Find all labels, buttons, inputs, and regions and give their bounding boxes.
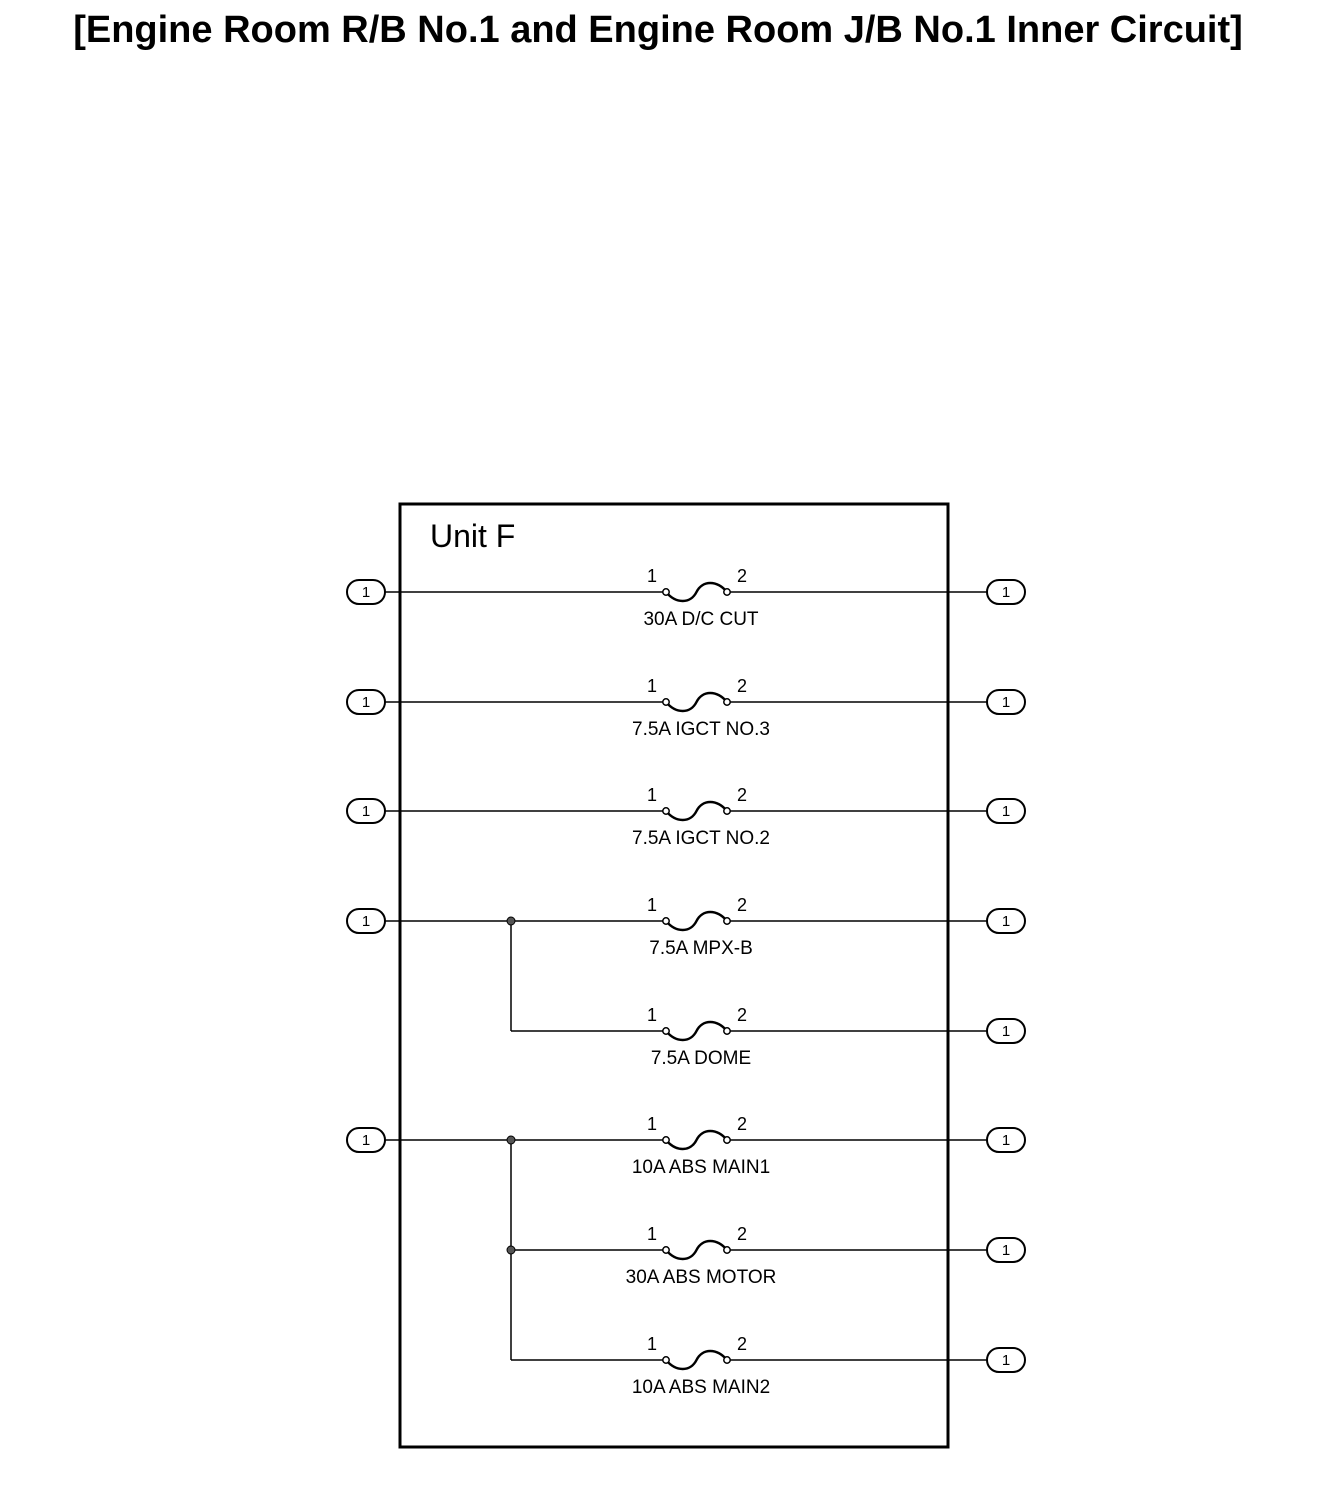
fuse-3-terminal-1 bbox=[663, 808, 669, 814]
fuse-4-pin-1: 1 bbox=[646, 895, 658, 915]
fuse-6-left-connector-pin: 1 bbox=[361, 1132, 371, 1149]
fuse-2-label: 7.5A IGCT NO.3 bbox=[632, 719, 770, 740]
fuse-4-terminal-1 bbox=[663, 918, 669, 924]
unit-box bbox=[400, 504, 948, 1447]
fuse-7-fuse-icon bbox=[666, 1241, 727, 1259]
fuse-6-terminal-2 bbox=[724, 1137, 730, 1143]
fuse-1-fuse-icon bbox=[666, 583, 727, 601]
fuse-1-pin-2: 2 bbox=[736, 566, 748, 586]
fuse-6-terminal-1 bbox=[663, 1137, 669, 1143]
fuse-8-terminal-1 bbox=[663, 1357, 669, 1363]
fuse-1-left-connector-pin: 1 bbox=[361, 584, 371, 601]
fuse-1-terminal-2 bbox=[724, 589, 730, 595]
fuse-3-terminal-2 bbox=[724, 808, 730, 814]
fuse-3-label: 7.5A IGCT NO.2 bbox=[632, 828, 770, 849]
fuse-8-right-connector-pin: 1 bbox=[1001, 1352, 1011, 1369]
fuse-3-fuse-icon bbox=[666, 802, 727, 820]
fuse-3-pin-2: 2 bbox=[736, 785, 748, 805]
fuse-7-label: 30A ABS MOTOR bbox=[625, 1267, 777, 1288]
bus-2-junction-2 bbox=[507, 1246, 515, 1254]
fuse-7-right-connector-pin: 1 bbox=[1001, 1242, 1011, 1259]
fuse-7-pin-1: 1 bbox=[646, 1224, 658, 1244]
fuse-2-pin-2: 2 bbox=[736, 676, 748, 696]
fuse-2-terminal-1 bbox=[663, 699, 669, 705]
fuse-8-pin-1: 1 bbox=[646, 1334, 658, 1354]
fuse-4-fuse-icon bbox=[666, 912, 727, 930]
bus-1-junction-1 bbox=[507, 917, 515, 925]
fuse-2-right-connector-pin: 1 bbox=[1001, 694, 1011, 711]
fuse-7-terminal-1 bbox=[663, 1247, 669, 1253]
fuse-8-label: 10A ABS MAIN2 bbox=[631, 1377, 771, 1398]
fuse-6-pin-2: 2 bbox=[736, 1114, 748, 1134]
fuse-2-fuse-icon bbox=[666, 693, 727, 711]
fuse-6-pin-1: 1 bbox=[646, 1114, 658, 1134]
fuse-1-label: 30A D/C CUT bbox=[643, 609, 759, 630]
fuse-4-terminal-2 bbox=[724, 918, 730, 924]
fuse-3-pin-1: 1 bbox=[646, 785, 658, 805]
fuse-6-right-connector-pin: 1 bbox=[1001, 1132, 1011, 1149]
fuse-1-right-connector-pin: 1 bbox=[1001, 584, 1011, 601]
fuse-3-right-connector-pin: 1 bbox=[1001, 803, 1011, 820]
page-title: [Engine Room R/B No.1 and Engine Room J/B No.1 Inner Circuit] bbox=[73, 9, 1243, 51]
fuse-8-fuse-icon bbox=[666, 1351, 727, 1369]
fuse-5-fuse-icon bbox=[666, 1022, 727, 1040]
fuse-4-right-connector-pin: 1 bbox=[1001, 913, 1011, 930]
fuse-2-terminal-2 bbox=[724, 699, 730, 705]
fuse-8-pin-2: 2 bbox=[736, 1334, 748, 1354]
bus-2-junction-1 bbox=[507, 1136, 515, 1144]
fuse-4-label: 7.5A MPX-B bbox=[649, 938, 753, 959]
fuse-5-label: 7.5A DOME bbox=[650, 1048, 752, 1069]
fuse-7-terminal-2 bbox=[724, 1247, 730, 1253]
fuse-4-pin-2: 2 bbox=[736, 895, 748, 915]
fuse-1-pin-1: 1 bbox=[646, 566, 658, 586]
fuse-1-terminal-1 bbox=[663, 589, 669, 595]
fuse-6-label: 10A ABS MAIN1 bbox=[631, 1157, 771, 1178]
fuse-3-left-connector-pin: 1 bbox=[361, 803, 371, 820]
fuse-5-pin-2: 2 bbox=[736, 1005, 748, 1025]
fuse-2-pin-1: 1 bbox=[646, 676, 658, 696]
fuse-5-terminal-2 bbox=[724, 1028, 730, 1034]
fuse-8-terminal-2 bbox=[724, 1357, 730, 1363]
fuse-7-pin-2: 2 bbox=[736, 1224, 748, 1244]
unit-label: Unit F bbox=[430, 518, 516, 554]
wiring-layer bbox=[347, 566, 1025, 1398]
fuse-2-left-connector-pin: 1 bbox=[361, 694, 371, 711]
fuse-4-left-connector-pin: 1 bbox=[361, 913, 371, 930]
fuse-6-fuse-icon bbox=[666, 1131, 727, 1149]
fuse-5-pin-1: 1 bbox=[646, 1005, 658, 1025]
fuse-5-right-connector-pin: 1 bbox=[1001, 1023, 1011, 1040]
fuse-5-terminal-1 bbox=[663, 1028, 669, 1034]
